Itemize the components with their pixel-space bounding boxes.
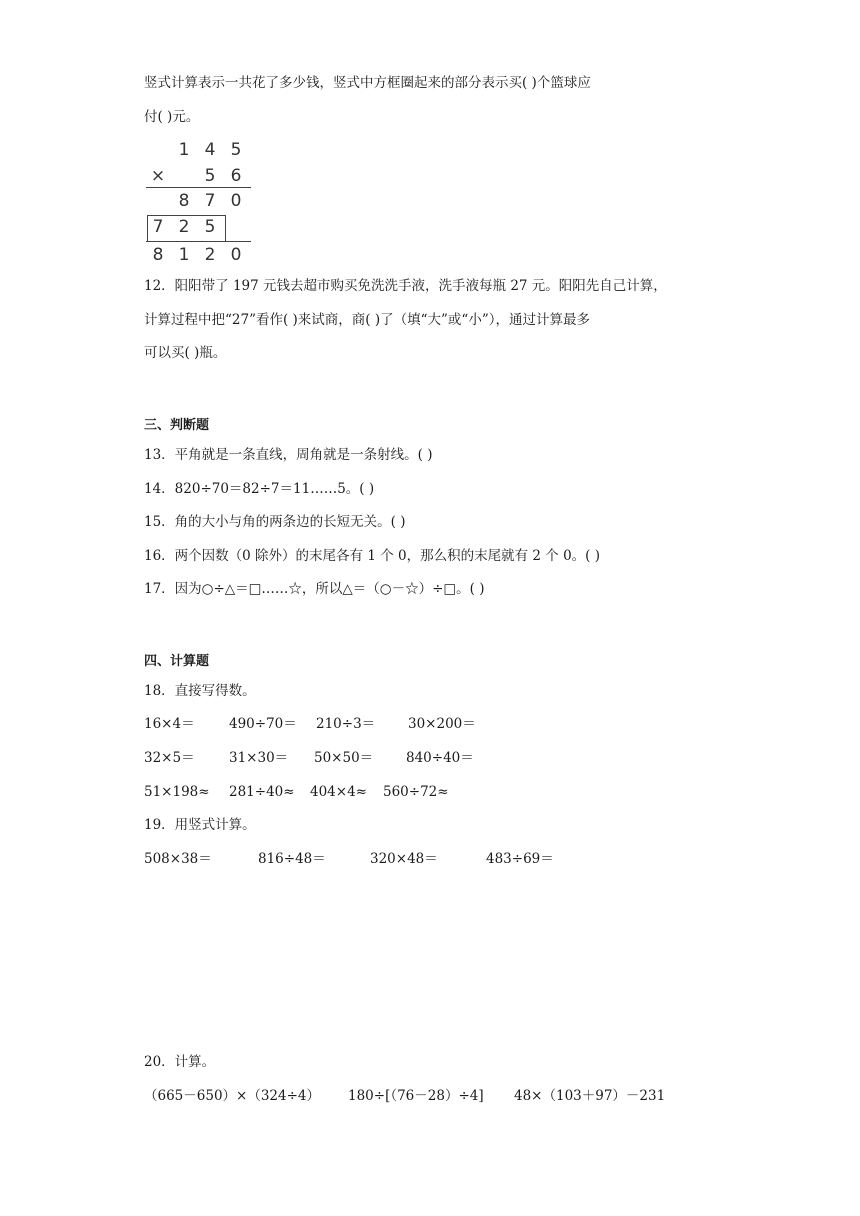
- mult-digit: 7: [204, 191, 216, 211]
- mental-math-item: 16×4＝: [144, 716, 195, 732]
- question-20-label: 20．计算。: [144, 1054, 216, 1070]
- q12-line-3: 可以买( )瓶。: [144, 345, 227, 361]
- question-19-label: 19．用竖式计算。: [144, 817, 256, 833]
- mult-rule: [146, 241, 251, 242]
- mult-digit: 8: [178, 191, 190, 211]
- vertical-calc-item: 508×38＝: [144, 851, 212, 867]
- question-16: 16．两个因数（0 除外）的末尾各有 1 个 0，那么积的末尾就有 2 个 0。( ): [144, 548, 600, 564]
- mult-digit: 5: [204, 166, 216, 186]
- q12-line-1: 12．阳阳带了 197 元钱去超市购买免洗洗手液，洗手液每瓶 27 元。阳阳先自己计算，: [144, 278, 667, 294]
- mental-math-item: 840÷40＝: [406, 750, 474, 766]
- calc-item: （665－650）×（324÷4）: [144, 1088, 321, 1104]
- times-sign: ×: [150, 166, 166, 186]
- vertical-calc-item: 320×48＝: [370, 851, 438, 867]
- mental-math-item: 560÷72≈: [383, 784, 449, 800]
- question-15: 15．角的大小与角的两条边的长短无关。( ): [144, 514, 406, 530]
- question-17: 17．因为○÷△＝□……☆，所以△＝（○－☆）÷□。( ): [144, 581, 485, 597]
- mult-digit: 6: [230, 166, 242, 186]
- mental-math-item: 51×198≈: [144, 784, 210, 800]
- mental-math-item: 50×50＝: [314, 750, 374, 766]
- vertical-calc-item: 483÷69＝: [486, 851, 554, 867]
- mult-digit: 0: [230, 245, 242, 265]
- mental-math-item: 490÷70＝: [229, 716, 297, 732]
- mult-digit: 8: [152, 245, 164, 265]
- mult-digit: 1: [178, 140, 190, 160]
- mult-digit: 5: [230, 140, 242, 160]
- section-3-title: 三、判断题: [144, 418, 210, 433]
- mult-digit: 4: [204, 140, 216, 160]
- mental-math-item: 281÷40≈: [229, 784, 295, 800]
- question-14: 14．820÷70＝82÷7＝11……5。( ): [144, 481, 375, 497]
- mult-digit: 0: [230, 191, 242, 211]
- mental-math-item: 32×5＝: [144, 750, 195, 766]
- mental-math-item: 210÷3＝: [316, 716, 376, 732]
- mult-digit: 7: [152, 217, 164, 237]
- question-13: 13．平角就是一条直线，周角就是一条射线。( ): [144, 447, 433, 463]
- mult-digit: 1: [178, 245, 190, 265]
- mult-digit: 2: [204, 245, 216, 265]
- mult-digit: 5: [204, 217, 216, 237]
- mult-rule: [146, 187, 251, 188]
- mental-math-item: 404×4≈: [310, 784, 367, 800]
- mult-digit: 2: [178, 217, 190, 237]
- q11-line-1: 竖式计算表示一共花了多少钱，竖式中方框圈起来的部分表示买( )个篮球应: [144, 75, 591, 91]
- q11-line-2: 付( )元。: [144, 109, 200, 125]
- calc-item: 48×（103＋97）－231: [514, 1088, 666, 1104]
- question-18-label: 18．直接写得数。: [144, 683, 256, 699]
- mental-math-item: 30×200＝: [408, 716, 476, 732]
- q12-line-2: 计算过程中把“27”看作( )来试商，商( )了（填“大”或“小”），通过计算最多: [144, 312, 590, 328]
- vertical-calc-item: 816÷48＝: [258, 851, 326, 867]
- section-4-title: 四、计算题: [144, 654, 210, 669]
- calc-item: 180÷[（76－28）÷4]: [348, 1088, 484, 1104]
- mental-math-item: 31×30＝: [229, 750, 289, 766]
